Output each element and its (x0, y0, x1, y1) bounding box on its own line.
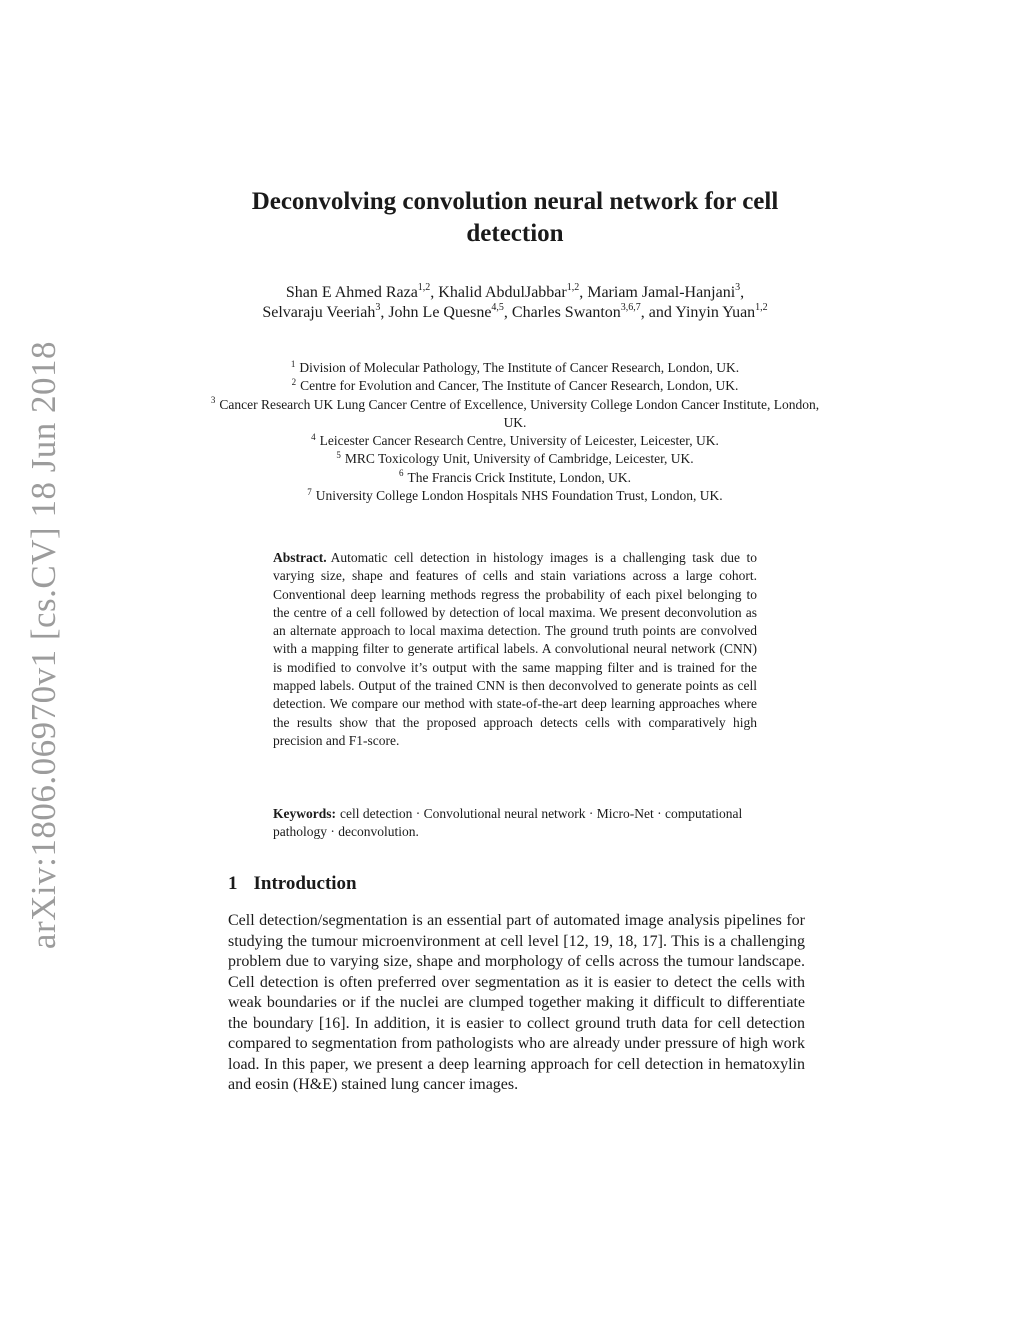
arxiv-identifier-stamp: arXiv:1806.06970v1 [cs.CV] 18 Jun 2018 (24, 340, 63, 950)
affiliation-number: 7 (307, 486, 312, 497)
author-affiliation-marker: 3 (735, 281, 741, 293)
section-title: Introduction (253, 873, 357, 894)
author-separator: , (430, 284, 439, 301)
affiliation-number: 1 (290, 358, 296, 369)
author-affiliation-marker: 4,5 (491, 301, 504, 313)
section-number: 1 (228, 873, 238, 894)
author-separator: , (503, 304, 512, 321)
author-separator: , (740, 284, 745, 301)
affiliation-text: Cancer Research UK Lung Cancer Centre of Excellence, University College London Cancer Institute, London, UK. (219, 396, 820, 430)
affiliation-entry (200, 396, 830, 433)
author-affiliation-marker: 1,2 (566, 281, 580, 293)
affiliation-entry (200, 432, 830, 450)
section-heading (228, 873, 357, 895)
affiliation-text: The Francis Crick Institute, London, UK. (407, 469, 631, 485)
author-separator: , and (640, 304, 676, 321)
affiliation-number: 6 (399, 468, 404, 479)
author-name: Khalid AbdulJabbar (438, 284, 567, 301)
affiliation-number: 2 (291, 376, 297, 387)
author-name: Mariam Jamal-Hanjani (587, 284, 736, 301)
affiliation-number: 5 (336, 449, 341, 460)
affiliation-number: 4 (311, 431, 316, 442)
author-name: Selvaraju Veeriah (262, 304, 376, 321)
author-affiliation-marker: 1,2 (755, 301, 768, 313)
affiliation-list (200, 359, 830, 505)
affiliation-entry (200, 359, 830, 377)
author-affiliation-marker: 3 (375, 301, 381, 313)
author-list (200, 283, 830, 323)
author-affiliation-marker: 1,2 (417, 281, 431, 293)
affiliation-text: Centre for Evolution and Cancer, The Institute of Cancer Research, London, UK. (300, 378, 739, 394)
abstract-text: Automatic cell detection in histology images is a challenging task due to varying size, shape and features of cells and stain variations across a large cohort. Conventional deep learning methods regress the probability of each pixel belonging to the centre of a cell followed by detection of local maxima. We present deconvolution as an alternate approach to local maxima detection. The ground truth points are convolved with a mapping filter to generate artifical labels. A convolutional neural network (CNN) is modified to convolve it’s output with the same mapping filter and is trained for the mapped labels. Output of the trained CNN is then deconvolved to generate points as cell detection. We compare our method with state-of-the-art deep learning approaches where the results show that the proposed approach detects cells with comparatively high precision and F1-score. (273, 550, 757, 748)
affiliation-text: Division of Molecular Pathology, The Institute of Cancer Research, London, UK. (299, 360, 740, 375)
affiliation-entry (200, 377, 830, 395)
abstract-label: Abstract. (273, 550, 327, 565)
author-separator: , (380, 304, 389, 321)
introduction-paragraph: Cell detection/segmentation is an essential part of automated image analysis pipelines for studying the tumour microenvironment at cell level [12, 19, 18, 17]. This is a challenging problem due to varying size, shape and morphology of cells across the tumour landscape. Cell detection is often preferred over segmentation as it is easier to detect the cells with weak boundaries or if the nuclei are clumped together making it difficult to differentiate the boundary [16]. In addition, it is easier to collect ground truth data for cell detection compared to segmentation from pathologists who are already under pressure of high work load. In this paper, we present a deep learning approach for cell detection in hematoxylin and eosin (H&E) stained lung cancer images. (228, 912, 805, 1093)
author-name: Shan E Ahmed Raza (285, 284, 418, 301)
affiliation-entry (200, 450, 830, 468)
affiliation-text: Leicester Cancer Research Centre, University of Leicester, Leicester, UK. (319, 433, 719, 449)
affiliation-entry (200, 487, 830, 505)
keywords-text: cell detection · Convolutional neural network · Micro-Net · computational pathology · deconvolution. (273, 806, 743, 840)
affiliation-text: MRC Toxicology Unit, University of Cambridge, Leicester, UK. (344, 451, 694, 467)
affiliation-number: 3 (210, 395, 216, 406)
author-affiliation-marker: 3,6,7 (620, 301, 641, 313)
keywords (273, 805, 757, 842)
affiliation-text: University College London Hospitals NHS Foundation Trust, London, UK. (315, 488, 723, 504)
paper-title: Deconvolving convolution neural network for cell detection (251, 188, 779, 247)
affiliation-entry (200, 469, 830, 487)
abstract (273, 549, 757, 750)
author-name: Charles Swanton (511, 304, 621, 321)
author-separator: , (579, 284, 588, 301)
author-name: John Le Quesne (388, 304, 492, 321)
author-name: Yinyin Yuan (675, 304, 756, 321)
keywords-label: Keywords: (273, 806, 336, 821)
